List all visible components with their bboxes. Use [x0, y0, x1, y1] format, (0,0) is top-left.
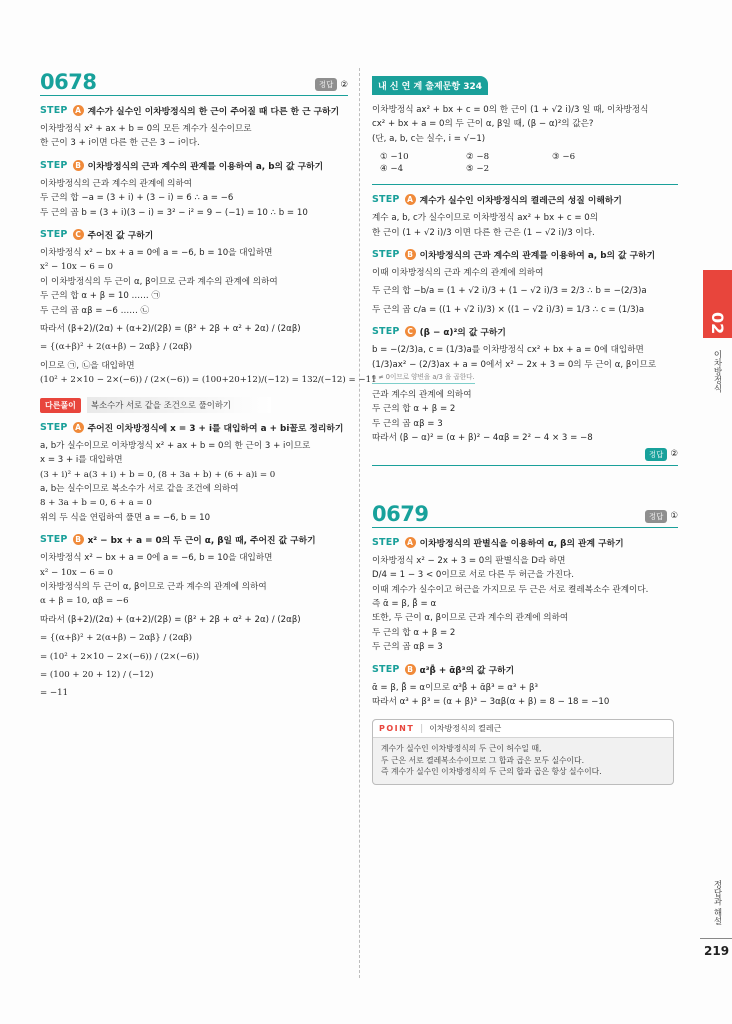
chapter-number: 02 — [708, 312, 727, 335]
choice: ① −10 — [380, 152, 409, 163]
equation-line: 따라서 (β+2)/(2α) + (α+2)/(2β) = (β² + 2β + α² + 2α) / (2αβ) — [40, 614, 301, 625]
text-line: b = −(2/3)a, c = (1/3)a를 이차방정식 cx² + bx + a = 0에 대입하면 — [372, 345, 644, 356]
equation-line: α + β = 10, αβ = −6 — [40, 596, 129, 607]
choice: ② −8 — [466, 152, 490, 163]
equation-line: 따라서 (β+2)/(2α) + (α+2)/(2β) = (β² + 2β + α² + 2α) / (2αβ) — [40, 324, 301, 335]
choice: ⑤ −2 — [466, 164, 490, 175]
problem-header — [372, 502, 678, 528]
left-column — [40, 70, 377, 701]
equation-line: 두 근의 합 −b/a = (1 + √2 i)/3 + (1 − √2 i)/3 = 2/3 ∴ b = −(2/3)a — [372, 286, 647, 297]
step-letter: B — [73, 160, 84, 171]
point-tag: POINT — [379, 724, 415, 734]
text-line: 이차방정식 x² − 2x + 3 = 0의 판별식을 D라 하면 — [372, 555, 566, 566]
text-line: (1/3)ax² − (2/3)ax + a = 0에서 x² − 2x + 3 = 0의 두 근이 α, β이므로 — [372, 359, 657, 370]
step-title: 계수가 실수인 이차방정식의 한 근이 주어질 때 다른 한 근 구하기 — [87, 107, 340, 117]
point-box — [372, 719, 674, 785]
step-letter: A — [73, 422, 84, 433]
chapter-title: 이차방정식 — [712, 350, 722, 393]
answer — [315, 78, 348, 91]
problem-header — [40, 70, 348, 96]
equation-line: 8 + 3a + b = 0, 6 + a = 0 — [40, 498, 152, 509]
step-label: STEP — [40, 534, 68, 546]
text-line: 이차방정식 x² − bx + a = 0에 a = −6, b = 10을 대입하면 — [40, 553, 273, 564]
column-divider — [359, 68, 360, 978]
step-letter: C — [73, 229, 84, 240]
text-line: 근과 계수의 관계에 의하여 — [372, 390, 472, 401]
text-line: 이 이차방정식의 두 근이 α, β이므로 근과 계수의 관계에 의하여 — [40, 276, 278, 287]
step-title: 이차방정식의 판별식을 이용하여 α, β의 관계 구하기 — [419, 538, 624, 549]
text-line: a, b는 실수이므로 복소수가 서로 같을 조건에 의하여 — [40, 483, 239, 494]
page-number-rule — [700, 938, 732, 939]
step-label: STEP — [40, 229, 68, 241]
point-title: 이차방정식의 켤레근 — [429, 724, 502, 734]
step-letter: A — [73, 105, 84, 116]
right-column — [372, 76, 678, 785]
exam-step-b-heading — [372, 248, 678, 261]
answer-tag: 정답 — [315, 78, 338, 91]
text-line: 따라서 α³ + β³ = (α + β)³ − 3αβ(α + β) = 8 − 18 = −10 — [372, 696, 610, 707]
question-line: 이차방정식 ax² + bx + c = 0의 한 근이 (1 + √2 i)/3 일 때, 이차방정식 — [372, 105, 649, 115]
equation-line: = (100 + 20 + 12) / (−12) — [40, 669, 154, 680]
step-label: STEP — [40, 105, 68, 116]
step-title: x² − bx + a = 0의 두 근이 α, β일 때, 주어진 값 구하기 — [87, 536, 316, 547]
exam-step-a-heading — [372, 193, 678, 206]
exam-step-c-heading — [372, 325, 678, 338]
equation-line: = {(α+β)² + 2(α+β) − 2αβ} / (2αβ) — [40, 342, 193, 353]
answer-tag: 정답 — [645, 448, 668, 461]
step-title: 주어진 값 구하기 — [87, 231, 154, 242]
text-line: 계수 a, b, c가 실수이므로 이차방정식 ax² + bx + c = 0의 — [372, 213, 599, 224]
question-line: (단, a, b, c는 실수, i = √−1) — [372, 133, 486, 144]
linked-exam-box — [372, 76, 678, 185]
text-line: ᾱ = β, β̄ = α이므로 α³β̄ + ᾱβ³ = α³ + β³ — [372, 682, 538, 693]
text-line: 두 근의 곱 b = (3 + i)(3 − i) = 3² − i² = 9 − (−1) = 10 ∴ b = 10 — [40, 207, 308, 218]
answer-value: ② — [670, 449, 678, 460]
text-line: 또한, 두 근이 α, β이므로 근과 계수의 관계에 의하여 — [372, 613, 569, 624]
step-label: STEP — [40, 421, 68, 433]
equation-line: x² − 10x − 6 = 0 — [40, 567, 114, 578]
step-title: (β − α)²의 값 구하기 — [419, 328, 506, 339]
text-line: 두 근의 합 α + β = 10 …… ㉠ — [40, 291, 161, 302]
alt-title: 복소수가 서로 같을 조건으로 풀이하기 — [87, 397, 271, 413]
text-line: 따라서 (β − α)² = (α + β)² − 4αβ = 2² − 4 × 3 = −8 — [372, 433, 593, 444]
answer-value: ② — [340, 79, 348, 90]
answer-value: ① — [670, 511, 678, 522]
text-line: 이차방정식 x² − bx + a = 0에 a = −6, b = 10을 대입하면 — [40, 248, 273, 259]
text-line: 두 근의 합 α + β = 2 — [372, 404, 456, 415]
text-line: 즉 ᾱ = β, β̄ = α — [372, 598, 437, 609]
problem-number: 0678 — [40, 70, 97, 94]
p2-step-b-heading — [372, 663, 678, 676]
text-line: D/4 = 1 − 3 < 0이므로 서로 다른 두 허근을 가진다. — [372, 570, 574, 581]
step-label: STEP — [372, 536, 400, 548]
point-line: 계수가 실수인 이차방정식의 두 근이 허수일 때, — [381, 744, 542, 754]
text-line: 이차방정식의 두 근이 α, β이므로 근과 계수의 관계에 의하여 — [40, 581, 267, 592]
problem-number: 0679 — [372, 501, 429, 526]
step-letter: B — [405, 249, 416, 260]
step-letter: B — [73, 534, 84, 545]
text-line: 이때 계수가 실수이고 허근을 가지므로 두 근은 서로 켤레복소수 관계이다. — [372, 584, 649, 595]
step-label: STEP — [372, 326, 400, 338]
step-label: STEP — [372, 194, 400, 206]
step-label: STEP — [372, 663, 400, 675]
alt-step-a-heading — [40, 421, 348, 434]
answer-tag: 정답 — [645, 510, 668, 523]
step-title: 이차방정식의 근과 계수의 관계를 이용하여 a, b의 값 구하기 — [87, 161, 324, 172]
text-line: 한 근이 3 + i이면 다른 한 근은 3 − i이다. — [40, 138, 200, 149]
text-line: 두 근의 곱 αβ = 3 — [372, 642, 443, 653]
step-title: 이차방정식의 근과 계수의 관계를 이용하여 a, b의 값 구하기 — [419, 251, 656, 262]
step-title: 주어진 이차방정식에 x = 3 + i를 대입하여 a + bi꼴로 정리하기 — [87, 423, 344, 434]
exam-tag: 내 신 연 계 출제문항 324 — [372, 76, 488, 95]
step-label: STEP — [372, 249, 400, 261]
alt-step-b-heading — [40, 533, 348, 546]
equation-line: = (10² + 2×10 − 2×(−6)) / (2×(−6)) — [40, 651, 200, 662]
point-header: POINT | 이차방정식의 켤레근 — [373, 720, 673, 738]
alternative-solution-banner — [40, 398, 348, 413]
text-line: 한 근이 (1 + √2 i)/3 이면 다른 한 근은 (1 − √2 i)/3 이다. — [372, 227, 595, 238]
point-line: 두 근은 서로 켤레복소수이므로 그 합과 곱은 모두 실수이다. — [381, 755, 585, 765]
text-line: a, b가 실수이므로 이차방정식 x² + ax + b = 0의 한 근이 3 + i이므로 — [40, 440, 311, 451]
text-line: 이차방정식의 근과 계수의 관계에 의하여 — [40, 178, 193, 189]
point-line: 즉 계수가 실수인 이차방정식의 두 근의 합과 곱은 항상 실수이다. — [381, 767, 602, 777]
page-number: 219 — [704, 944, 730, 958]
step-letter: B — [405, 664, 416, 675]
text-line: 두 근의 합 α + β = 2 — [372, 627, 456, 638]
footer-label: 정답과 해설 — [712, 880, 722, 926]
equation-line: (10² + 2×10 − 2×(−6)) / (2×(−6)) = (100+20+12)/(−12) = 132/(−12) = −11 — [40, 375, 377, 386]
text-line: 두 근의 합 −a = (3 + i) + (3 − i) = 6 ∴ a = −6 — [40, 193, 234, 204]
exam-answer — [372, 448, 678, 461]
answer — [645, 510, 678, 523]
point-body — [373, 738, 673, 784]
text-line: 이때 이차방정식의 근과 계수의 관계에 의하여 — [372, 268, 544, 279]
alt-tag: 다른풀이 — [40, 398, 81, 413]
step-letter: A — [405, 194, 416, 205]
equation-line: (3 + i)² + a(3 + i) + b = 0, (8 + 3a + b) + (6 + a)i = 0 — [40, 469, 276, 480]
equation-line: = {(α+β)² + 2(α+β) − 2αβ} / (2αβ) — [40, 633, 193, 644]
text-line: 위의 두 식을 연립하여 풀면 a = −6, b = 10 — [40, 512, 211, 523]
step-c-heading — [40, 228, 348, 241]
p2-step-a-heading — [372, 536, 678, 549]
step-a-heading — [40, 104, 348, 117]
text-line: 두 근의 곱 αβ = 3 — [372, 418, 443, 429]
text-line: 이차방정식 x² + ax + b = 0의 모든 계수가 실수이므로 — [40, 124, 252, 134]
step-title: α³β̄ + ᾱβ³의 값 구하기 — [419, 665, 515, 676]
equation-line: x² − 10x − 6 = 0 — [40, 262, 114, 273]
side-note: a ≠ 0이므로 양변을 a/3 을 곱한다. — [372, 372, 475, 384]
equation-line: 두 근의 곱 c/a = ((1 + √2 i)/3) × ((1 − √2 i)/3) = 1/3 ∴ c = (1/3)a — [372, 304, 645, 315]
choice: ③ −6 — [552, 152, 576, 163]
step-label: STEP — [40, 159, 68, 171]
text-line: 두 근의 곱 αβ = −6 …… ㉡ — [40, 305, 150, 316]
answer-choices — [380, 152, 678, 174]
question-line: cx² + bx + a = 0의 두 근이 α, β일 때, (β − α)²의 값은? — [372, 119, 594, 130]
step-letter: C — [405, 326, 416, 337]
step-letter: A — [405, 537, 416, 548]
choice: ④ −4 — [380, 164, 404, 175]
step-b-heading — [40, 159, 348, 172]
equation-line: = −11 — [40, 688, 69, 699]
step-title: 계수가 실수인 이차방정식의 켤레근의 성질 이해하기 — [419, 196, 622, 207]
text-line: x = 3 + i를 대입하면 — [40, 455, 123, 466]
text-line: 이므로 ㉠, ㉡을 대입하면 — [40, 360, 135, 371]
